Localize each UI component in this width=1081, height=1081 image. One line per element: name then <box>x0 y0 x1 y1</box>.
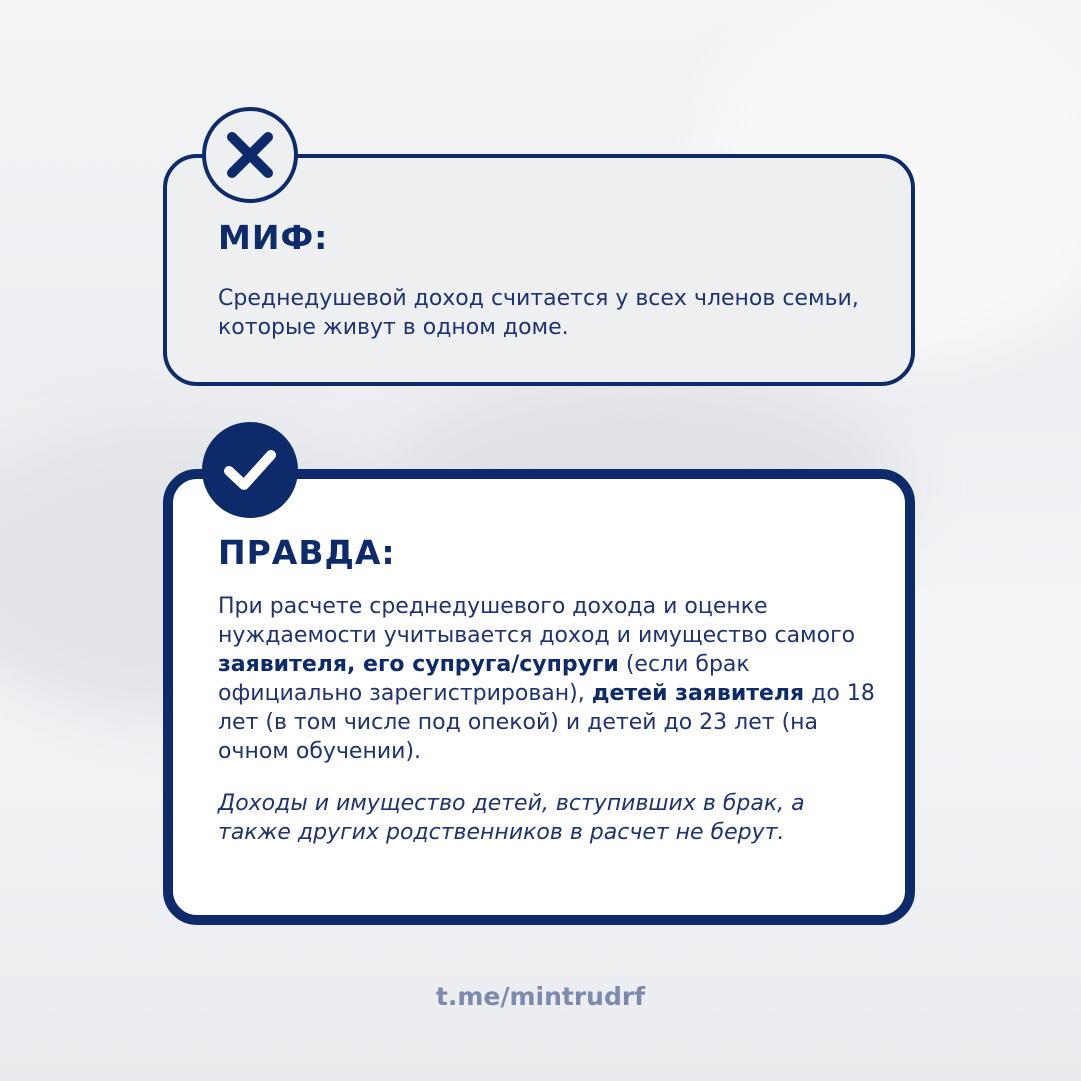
close-icon <box>222 127 278 183</box>
myth-text: Среднедушевой доход считается у всех членов семьи, которые живут в одном доме. <box>218 286 859 340</box>
myth-badge <box>202 107 298 203</box>
truth-badge <box>202 422 298 518</box>
footer-link[interactable]: t.me/mintrudrf <box>435 982 646 1011</box>
truth-text-part: (если брак официально зарегистрирован), <box>218 652 750 706</box>
truth-text <box>218 592 878 766</box>
truth-text-part: до 18 лет (в том числе под опекой) и детей до 23 лет (на очном обучении). <box>218 681 875 764</box>
myth-heading: МИФ: <box>218 218 329 257</box>
truth-note: Доходы и имущество детей, вступивших в брак, а также других родственников в расчет не берут. <box>218 791 805 845</box>
truth-heading: ПРАВДА: <box>218 533 396 572</box>
truth-text-emphasis: детей заявителя <box>591 681 805 706</box>
truth-text-emphasis: заявителя, его супруга/супруги <box>218 652 619 677</box>
check-icon <box>219 439 281 501</box>
truth-text-part: При расчете среднедушевого дохода и оценке нуждаемости учитывается доход и имущество самого <box>218 594 856 648</box>
